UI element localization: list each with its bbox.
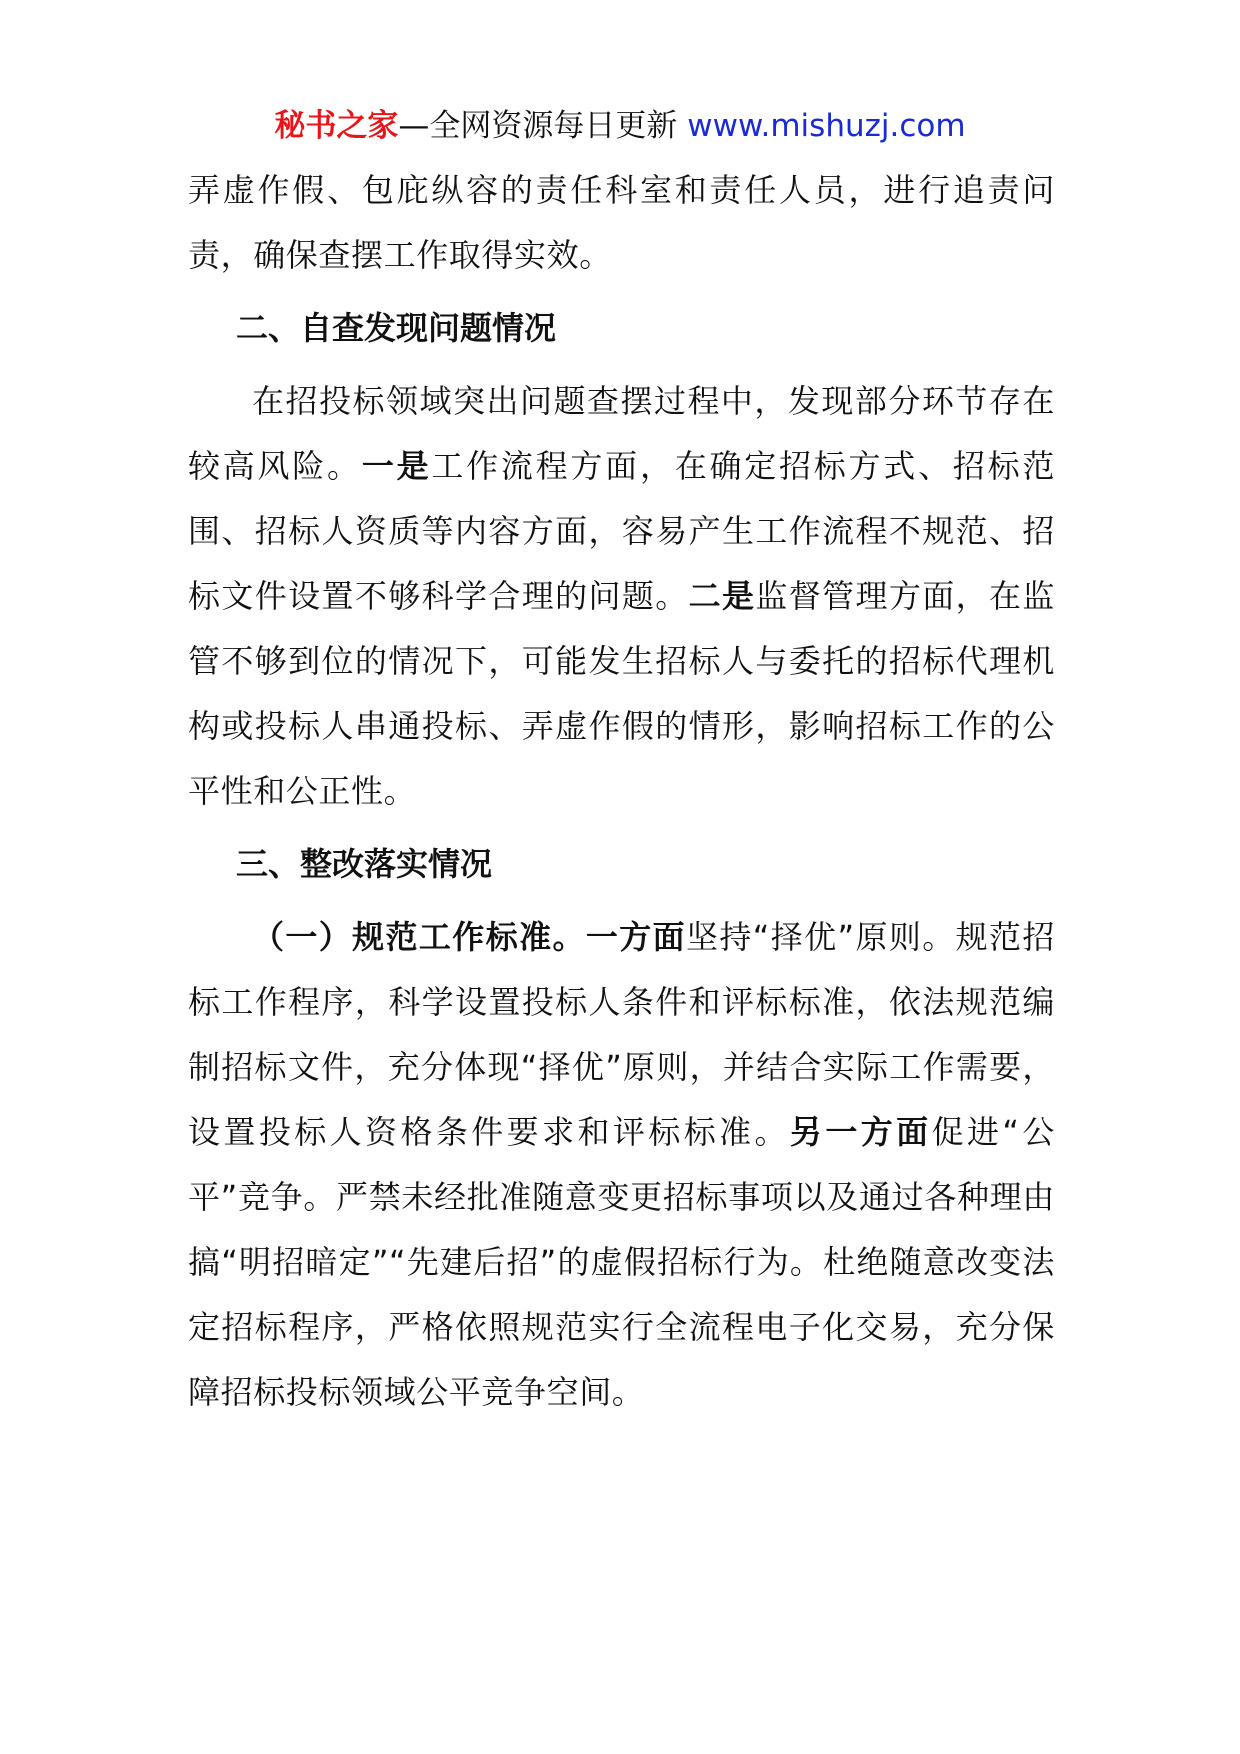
header-site-url[interactable]: www.mishuzj.com	[687, 108, 966, 144]
paragraph-rectification	[188, 905, 1055, 1425]
section-heading-2: 二、自查发现问题情况	[236, 309, 557, 347]
bold-marker-second: 二是	[688, 577, 756, 615]
header-brand: 秘书之家	[274, 108, 399, 144]
paragraph-text: 监督管理方面，在监管不够到位的情况下，可能发生招标人与委托的招标代理机构或投标人串通投标、弄虚作假的情形，影响招标工作的公平性和公正性。	[188, 577, 1056, 810]
site-header	[0, 104, 1240, 148]
paragraph-problems	[188, 369, 1055, 824]
paragraph-text: 促进“公平”竞争。严禁未经批准随意变更招标事项以及通过各种理由搞“明招暗定”“先建后招”的虚假招标行为。杜绝随意改变法定招标程序，严格依照规范实行全流程电子化交易，充分保障招标投标领域公平竞争空间。	[188, 1113, 1055, 1411]
paragraph-text: 在招投标领域突出问题查摆过程中，发现部分环节存在较高风险。	[188, 382, 1055, 485]
bold-marker-first: 一是	[361, 447, 432, 485]
paragraph-continuation: 弄虚作假、包庇纵容的责任科室和责任人员，进行追责问责，确保查摆工作取得实效。	[188, 171, 1055, 274]
header-tagline: —全网资源每日更新	[398, 108, 688, 144]
bold-marker-other-side: 另一方面	[789, 1113, 932, 1151]
bold-subheading: （一）规范工作标准。一方面	[252, 918, 686, 956]
paragraph-text: 工作流程方面，在确定招标方式、招标范围、招标人资质等内容方面，容易产生工作流程不规范、招标文件设置不够科学合理的问题。	[188, 447, 1055, 615]
document-body	[188, 158, 1055, 1425]
paragraph-text: 坚持“择优”原则。规范招标工作程序，科学设置投标人条件和评标标准，依法规范编制招标文件，充分体现“择优”原则，并结合实际工作需要，设置投标人资格条件要求和评标标准。	[188, 918, 1055, 1151]
section-heading-3: 三、整改落实情况	[236, 845, 493, 883]
